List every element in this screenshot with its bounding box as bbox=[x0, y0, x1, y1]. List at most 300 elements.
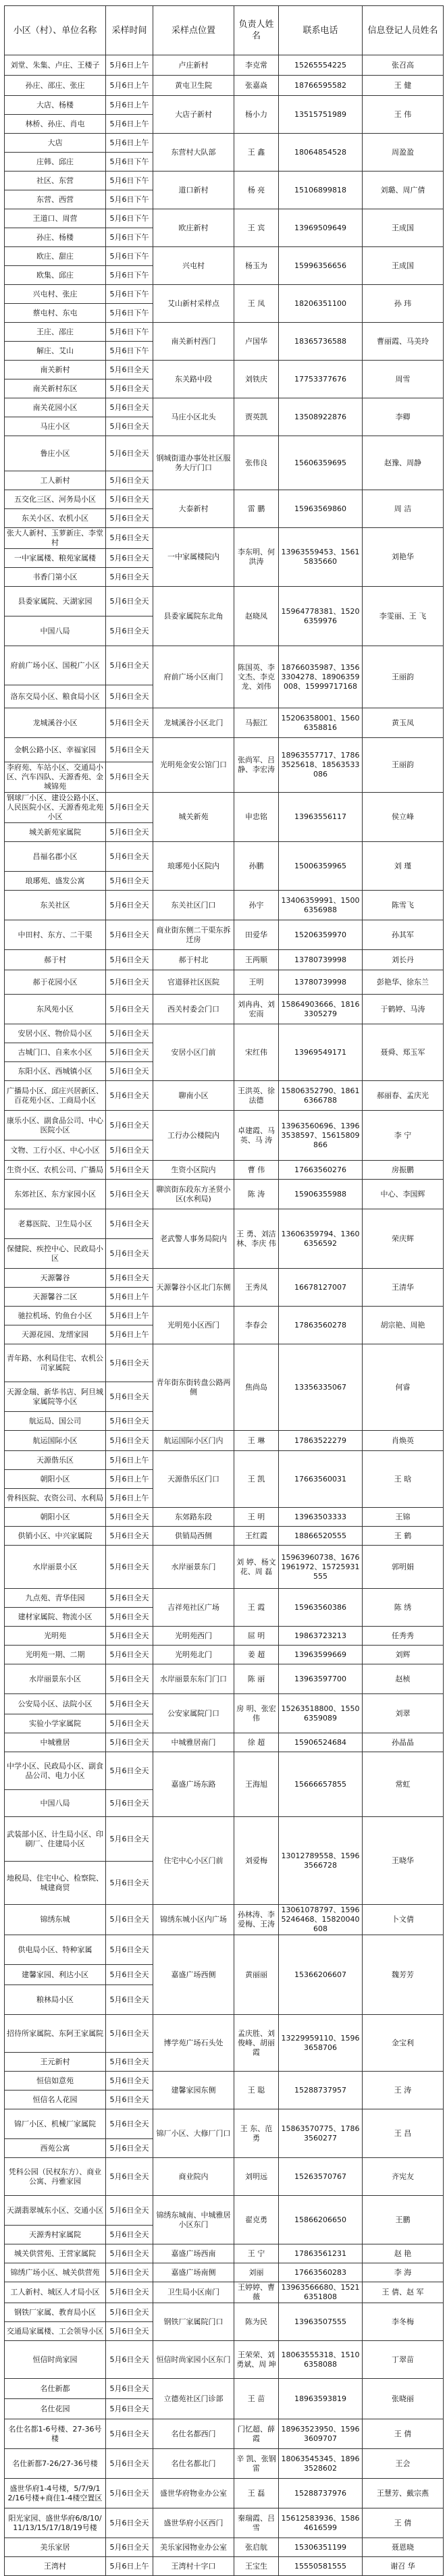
cell-recorder: 李雯丽、王 飞 bbox=[363, 587, 444, 646]
cell-community: 名仕花园 bbox=[5, 2399, 106, 2419]
cell-community: 安居小区、物价局小区 bbox=[5, 1024, 106, 1043]
table-row bbox=[5, 587, 444, 616]
cell-location: 艾山新村采样点 bbox=[153, 285, 234, 323]
cell-time: 5月6日下午 bbox=[106, 190, 153, 209]
cell-time: 5月6日全天 bbox=[106, 708, 153, 738]
cell-leader: 刘冉冉、刘宏雨 bbox=[234, 995, 279, 1024]
cell-leader: 陈国英、李文杰、李克龙、刘伟 bbox=[234, 646, 279, 708]
cell-leader: 张启航 bbox=[234, 2538, 279, 2557]
cell-time: 5月6日全天 bbox=[106, 1111, 153, 1140]
table-row bbox=[5, 1431, 444, 1451]
cell-community: 昌福名郡小区 bbox=[5, 842, 106, 872]
cell-leader: 王婷婷、曹 薇 bbox=[234, 2282, 279, 2303]
cell-community: 保健院、疾控中心、民政局小区 bbox=[5, 1239, 106, 1269]
cell-location: 道口新村 bbox=[153, 172, 234, 209]
cell-community: 锦绣广场小区、城关供营苑 bbox=[5, 2263, 106, 2282]
cell-leader: 王 鑫 bbox=[234, 134, 279, 172]
cell-location: 兴屯村 bbox=[153, 247, 234, 285]
cell-time: 5月6日全天 bbox=[106, 2263, 153, 2282]
cell-leader: 屈 明 bbox=[234, 1627, 279, 1646]
table-row bbox=[5, 96, 444, 115]
table-row bbox=[5, 1546, 444, 1589]
cell-time: 5月6日全天 bbox=[106, 1985, 153, 2015]
cell-time: 5月6日全天 bbox=[106, 1862, 153, 1905]
cell-time: 5月6日全天 bbox=[106, 2399, 153, 2419]
table-row bbox=[5, 323, 444, 342]
cell-time: 5月6日上午 bbox=[106, 55, 153, 76]
cell-phone: 18766595582 bbox=[279, 76, 363, 96]
cell-time: 5月6日上午 bbox=[106, 115, 153, 134]
header-phone: 联系电话 bbox=[279, 6, 363, 55]
cell-community: 南关新村 bbox=[5, 361, 106, 379]
cell-location: 锦绣东城小区内广场 bbox=[153, 1905, 234, 1935]
cell-time: 5月6日全天 bbox=[106, 1589, 153, 1608]
cell-community: 蔡屯村、东屯 bbox=[5, 304, 106, 323]
cell-leader: 王 苗 bbox=[234, 2379, 279, 2419]
table-row bbox=[5, 1508, 444, 1527]
cell-time: 5月6日全天 bbox=[106, 2419, 153, 2449]
cell-leader: 曹 伟 bbox=[234, 1161, 279, 1180]
table-row bbox=[5, 738, 444, 762]
cell-location: 盛世华府物业办公室 bbox=[153, 2479, 234, 2508]
cell-community: 康乐小区、副食品公司、中心医院小区 bbox=[5, 1111, 106, 1140]
cell-recorder: 王丽韵 bbox=[363, 738, 444, 793]
cell-community: 武装部小区、计生局小区、印刷厂、住建局小区 bbox=[5, 1817, 106, 1862]
table-row bbox=[5, 2508, 444, 2538]
cell-phone: 17863522279 bbox=[279, 1431, 363, 1451]
cell-phone: 15864903666、18163305279 bbox=[279, 995, 363, 1024]
table-row bbox=[5, 1664, 444, 1694]
cell-recorder: 聂恩晓 bbox=[363, 2538, 444, 2557]
cell-recorder: 李冬梅 bbox=[363, 2303, 444, 2341]
cell-recorder: 刘辉 bbox=[363, 1646, 444, 1664]
cell-time: 5月6日全天 bbox=[106, 2091, 153, 2109]
cell-community: 航运国际小区 bbox=[5, 1431, 106, 1451]
table-row bbox=[5, 1627, 444, 1646]
cell-location: 公安家属院门口 bbox=[153, 1694, 234, 1733]
cell-phone: 13963507555 bbox=[279, 2303, 363, 2341]
table-row bbox=[5, 1269, 444, 1288]
table-row bbox=[5, 1451, 444, 1470]
cell-recorder: 卜文倩 bbox=[363, 1905, 444, 1935]
cell-time: 5月6日全天 bbox=[106, 1935, 153, 1965]
cell-time: 5月6日全天 bbox=[106, 1382, 153, 1412]
cell-location: 嘉盛广场东路 bbox=[153, 1752, 234, 1817]
cell-phone: 16678127007 bbox=[279, 1269, 363, 1307]
cell-location: 南关新村西门 bbox=[153, 323, 234, 361]
cell-leader: 王秀凤 bbox=[234, 1269, 279, 1307]
cell-recorder: 李 海 bbox=[363, 2263, 444, 2282]
cell-time: 5月6日全天 bbox=[106, 2379, 153, 2399]
cell-time: 5月6日全天 bbox=[106, 793, 153, 823]
cell-community: 东营、西营 bbox=[5, 190, 106, 209]
cell-phone: 18063545345、18963528602 bbox=[279, 2449, 363, 2479]
cell-recorder: 聂舜、郑玉军 bbox=[363, 1024, 444, 1081]
cell-community: 水岸丽景小区 bbox=[5, 1546, 106, 1589]
cell-community: 五交化三区、河务局小区 bbox=[5, 490, 106, 509]
cell-leader: 王 凤 bbox=[234, 285, 279, 323]
header-row bbox=[5, 6, 444, 55]
cell-recorder: 任秀秀 bbox=[363, 1627, 444, 1646]
cell-community: 工人新村、城区人才局小区 bbox=[5, 2282, 106, 2303]
table-row bbox=[5, 891, 444, 920]
cell-community: 兴屯村、张庄 bbox=[5, 285, 106, 304]
cell-recorder: 王 倩 bbox=[363, 2419, 444, 2449]
cell-community: 东风苑小区 bbox=[5, 995, 106, 1024]
header-time: 采样时间 bbox=[106, 6, 153, 55]
cell-community: 中城雅居 bbox=[5, 1733, 106, 1752]
cell-community: 欧庄、甜庄 bbox=[5, 247, 106, 266]
cell-recorder: 黄玉凤 bbox=[363, 708, 444, 738]
table-row bbox=[5, 2479, 444, 2508]
cell-leader: 秦瑞霞、吕雪 bbox=[234, 2508, 279, 2538]
cell-time: 5月6日全天 bbox=[106, 2196, 153, 2226]
cell-recorder: 王 伟 bbox=[363, 96, 444, 134]
cell-leader: 李春会 bbox=[234, 1307, 279, 1344]
table-row bbox=[5, 793, 444, 823]
cell-community: 郝于花园小区 bbox=[5, 970, 106, 995]
cell-recorder: 胡宗艳、周艳 bbox=[363, 1307, 444, 1344]
cell-time: 5月6日全天 bbox=[106, 2508, 153, 2538]
cell-leader: 王宝生 bbox=[234, 2557, 279, 2576]
cell-community: 王道口、周营 bbox=[5, 209, 106, 228]
cell-recorder: 常虹 bbox=[363, 1752, 444, 1817]
cell-community: 东阳小区、西城镇小区 bbox=[5, 1062, 106, 1081]
table-row bbox=[5, 528, 444, 549]
cell-recorder: 周盈盈 bbox=[363, 134, 444, 172]
cell-leader: 王 琳 bbox=[234, 1431, 279, 1451]
cell-time: 5月6日全天 bbox=[106, 2226, 153, 2244]
cell-phone: 15263570767 bbox=[279, 2158, 363, 2196]
cell-community: 交通局家属楼、工会领导小区 bbox=[5, 2322, 106, 2341]
cell-recorder: 荣庆辉 bbox=[363, 1209, 444, 1269]
cell-location: 卫生局小区南门 bbox=[153, 2282, 234, 2303]
cell-community: 锦绣东城 bbox=[5, 1905, 106, 1935]
cell-time: 5月6日全天 bbox=[106, 2072, 153, 2091]
table-row bbox=[5, 1161, 444, 1180]
cell-leader: 李克常 bbox=[234, 55, 279, 76]
table-row bbox=[5, 2419, 444, 2449]
cell-community: 朝阳小区 bbox=[5, 1508, 106, 1527]
cell-leader: 孙林涛、李爱梅、王涛 bbox=[234, 1905, 279, 1935]
cell-recorder: 肖焕英 bbox=[363, 1431, 444, 1451]
cell-recorder: 孙 玮 bbox=[363, 285, 444, 323]
cell-phone: 15106899818 bbox=[279, 172, 363, 209]
cell-community: 李府苑、车站小区、交通局小区、汽车四队、天源香苑、金城锦苑 bbox=[5, 762, 106, 793]
cell-community: 光明苑一期、二期 bbox=[5, 1646, 106, 1664]
table-row bbox=[5, 1694, 444, 1714]
cell-location: 商业街东侧二干渠东拆迁房 bbox=[153, 920, 234, 950]
cell-community: 美乐家居 bbox=[5, 2538, 106, 2557]
cell-phone: 17663560283 bbox=[279, 2263, 363, 2282]
cell-location: 盛世华府小区西门 bbox=[153, 2508, 234, 2538]
cell-community: 恒信时尚家园 bbox=[5, 2341, 106, 2379]
cell-phone: 18365736588 bbox=[279, 323, 363, 361]
table-row bbox=[5, 2303, 444, 2322]
cell-time: 5月6日全天 bbox=[106, 528, 153, 549]
cell-time: 5月6日全天 bbox=[106, 1694, 153, 1714]
cell-phone: 13963556117 bbox=[279, 793, 363, 842]
cell-community: 城关供营苑、王营家属院 bbox=[5, 2244, 106, 2263]
table-row bbox=[5, 1752, 444, 1790]
cell-location: 官道驿社区医院 bbox=[153, 970, 234, 995]
cell-location: 县委家属院东北角 bbox=[153, 587, 234, 646]
table-row bbox=[5, 1081, 444, 1111]
cell-community: 解庄、艾山 bbox=[5, 342, 106, 361]
cell-recorder: 齐宪友 bbox=[363, 2158, 444, 2196]
cell-phone: 18963523950、15963609707 bbox=[279, 2419, 363, 2449]
cell-time: 5月6日全天 bbox=[106, 1081, 153, 1111]
cell-location: 水岸丽景东门 bbox=[153, 1546, 234, 1589]
cell-recorder: 彭艳华、徐东兰 bbox=[363, 970, 444, 995]
table-row bbox=[5, 134, 444, 153]
cell-location: 府前广场小区南门 bbox=[153, 646, 234, 708]
cell-phone: 13969549171 bbox=[279, 1024, 363, 1081]
cell-phone: 15265554225 bbox=[279, 55, 363, 76]
cell-leader: 王 霞 bbox=[234, 1589, 279, 1627]
table-row bbox=[5, 2282, 444, 2303]
cell-time: 5月6日下午 bbox=[106, 304, 153, 323]
cell-community: 东郊社区、东方家园小区 bbox=[5, 1180, 106, 1209]
cell-community: 中国八局 bbox=[5, 616, 106, 646]
cell-location: 光明苑西门 bbox=[153, 1627, 234, 1646]
cell-leader: 雷 鹏 bbox=[234, 490, 279, 528]
cell-time: 5月6日全天 bbox=[106, 616, 153, 646]
cell-location: 聊南小区 bbox=[153, 1081, 234, 1111]
cell-location: 马庄小区北头 bbox=[153, 398, 234, 436]
cell-location: 琅琊苑小区院内 bbox=[153, 842, 234, 891]
cell-recorder: 陈 绣 bbox=[363, 1589, 444, 1627]
cell-time: 5月6日全天 bbox=[106, 2282, 153, 2303]
table-row bbox=[5, 970, 444, 995]
table-row bbox=[5, 247, 444, 266]
cell-community: 凭科公园（民权东方）、商业公寓、丹雅家园 bbox=[5, 2158, 106, 2196]
cell-time: 5月6日全天 bbox=[106, 1062, 153, 1081]
table-row bbox=[5, 209, 444, 228]
cell-community: 钢球厂小区、建设公路小区、人民医院小区、天源香苑北苑小区 bbox=[5, 793, 106, 823]
cell-time: 5月6日全天 bbox=[106, 685, 153, 708]
cell-recorder: 王 倩、赵 军 bbox=[363, 2282, 444, 2303]
cell-community: 中学小区、民政局小区、副食品公司、电力小区 bbox=[5, 1752, 106, 1790]
cell-community: 阳光家园、盛世华府6/8/10/11/13/15/17/18/19号楼 bbox=[5, 2508, 106, 2538]
table-row bbox=[5, 842, 444, 872]
cell-phone: 18866520555 bbox=[279, 1527, 363, 1546]
cell-recorder: 王成国 bbox=[363, 209, 444, 247]
cell-time: 5月6日下午 bbox=[106, 323, 153, 342]
cell-location: 大店子新村 bbox=[153, 96, 234, 134]
cell-community: 建馨家园、利达小区 bbox=[5, 1965, 106, 1985]
cell-recorder: 郭明娟 bbox=[363, 1546, 444, 1589]
cell-time: 5月6日下午 bbox=[106, 228, 153, 247]
cell-community: 孙庄、杨楼 bbox=[5, 228, 106, 247]
cell-leader: 徐 超 bbox=[234, 1733, 279, 1752]
cell-community: 琅琊苑、盛发公寓 bbox=[5, 872, 106, 891]
cell-leader: 刘铁庆 bbox=[234, 361, 279, 398]
cell-community: 天源馨谷二区 bbox=[5, 1288, 106, 1307]
cell-time: 5月6日全天 bbox=[106, 379, 153, 398]
cell-location: 一中家属楼院内 bbox=[153, 528, 234, 587]
cell-recorder: 孙其军 bbox=[363, 920, 444, 950]
cell-location: 生资小区院内 bbox=[153, 1161, 234, 1180]
cell-location: 嘉盛广场南侧 bbox=[153, 2263, 234, 2282]
cell-recorder: 周雪 bbox=[363, 361, 444, 398]
cell-leader: 张嘉焱 bbox=[234, 76, 279, 96]
cell-recorder: 孙晶晶 bbox=[363, 1733, 444, 1752]
cell-time: 5月6日全天 bbox=[106, 2341, 153, 2379]
cell-time: 5月6日上午 bbox=[106, 1489, 153, 1508]
cell-time: 5月6日下午 bbox=[106, 342, 153, 361]
cell-recorder: 刘璐、周广倩 bbox=[363, 172, 444, 209]
cell-time: 5月6日上午 bbox=[106, 2557, 153, 2576]
table-row bbox=[5, 1646, 444, 1664]
cell-location: 城关新苑 bbox=[153, 793, 234, 842]
table-row bbox=[5, 2196, 444, 2226]
cell-community: 光明苑 bbox=[5, 1627, 106, 1646]
cell-community: 天源金瑞、新华书店、阿旦城家属院等小区 bbox=[5, 1382, 106, 1412]
cell-phone: 13963559453、15615835660 bbox=[279, 528, 363, 587]
cell-time: 5月6日全天 bbox=[106, 1546, 153, 1589]
cell-community: 西苑公寓 bbox=[5, 2139, 106, 2158]
cell-community: 林桥、孙庄、肖屯 bbox=[5, 115, 106, 134]
cell-location: 商业院内 bbox=[153, 2158, 234, 2196]
cell-leader: 赵晓凤 bbox=[234, 587, 279, 646]
cell-phone: 13356335067 bbox=[279, 1344, 363, 1431]
cell-recorder: 赵豫、周静 bbox=[363, 436, 444, 490]
cell-location: 卢庄新村 bbox=[153, 55, 234, 76]
cell-recorder: 王 健 bbox=[363, 76, 444, 96]
cell-time: 5月6日全天 bbox=[106, 2244, 153, 2263]
cell-location: 郝于村北 bbox=[153, 950, 234, 970]
cell-phone: 15606359695 bbox=[279, 436, 363, 490]
cell-community: 古城门口、自来水小区 bbox=[5, 1043, 106, 1062]
table-row bbox=[5, 995, 444, 1024]
cell-time: 5月6日全天 bbox=[106, 1790, 153, 1817]
cell-community: 老募医院、卫生局小区 bbox=[5, 1209, 106, 1239]
table-row bbox=[5, 2263, 444, 2282]
cell-phone: 18963557717、17863525618、18563533086 bbox=[279, 738, 363, 793]
cell-location: 钢铁厂家属院门口 bbox=[153, 2303, 234, 2341]
cell-phone: 15206358001、15606358816 bbox=[279, 708, 363, 738]
cell-time: 5月6日上午 bbox=[106, 1470, 153, 1489]
table-row bbox=[5, 2379, 444, 2399]
cell-time: 5月6日全天 bbox=[106, 1024, 153, 1043]
cell-leader: 房 明、张宏 伟 bbox=[234, 1694, 279, 1733]
cell-phone: 15964778381、15206359976 bbox=[279, 587, 363, 646]
table-row bbox=[5, 1905, 444, 1935]
cell-phone: 15963569860 bbox=[279, 490, 363, 528]
cell-community: 孙庄、邵庄、张庄 bbox=[5, 76, 106, 96]
cell-time: 5月6日全天 bbox=[106, 1733, 153, 1752]
cell-community: 庄韩、邱庄 bbox=[5, 153, 106, 172]
cell-community: 公安局小区、法院小区 bbox=[5, 1694, 106, 1714]
cell-phone: 15906355988 bbox=[279, 1180, 363, 1209]
cell-time: 5月6日全天 bbox=[106, 1965, 153, 1985]
cell-community: 建材家属院、物流小区 bbox=[5, 1608, 106, 1627]
cell-location: 安居小区门前 bbox=[153, 1024, 234, 1081]
cell-recorder: 张召高 bbox=[363, 55, 444, 76]
cell-phone: 19863723213 bbox=[279, 1627, 363, 1646]
cell-location: 锦厂小区、大修厂门口 bbox=[153, 2109, 234, 2158]
cell-community: 实验小学家属院 bbox=[5, 1714, 106, 1733]
cell-phone: 15863570775、17863560277 bbox=[279, 2109, 363, 2158]
cell-leader: 孙鹏 bbox=[234, 842, 279, 891]
cell-leader: 陈 涛 bbox=[234, 1180, 279, 1209]
cell-time: 5月6日全天 bbox=[106, 1714, 153, 1733]
cell-phone: 13963599669 bbox=[279, 1646, 363, 1664]
cell-time: 5月6日全天 bbox=[106, 2322, 153, 2341]
cell-community: 东关小区、农机小区 bbox=[5, 509, 106, 528]
cell-location: 航运国际小区门内 bbox=[153, 1431, 234, 1451]
cell-leader: 卢国华 bbox=[234, 323, 279, 361]
cell-recorder: 王会 bbox=[363, 2449, 444, 2479]
cell-recorder: 于鹤婷、马涛 bbox=[363, 995, 444, 1024]
cell-time: 5月6日全天 bbox=[106, 1508, 153, 1527]
cell-location: 王湾村十字口 bbox=[153, 2557, 234, 2576]
cell-time: 5月6日全天 bbox=[106, 823, 153, 842]
cell-recorder: 王 涛 bbox=[363, 2072, 444, 2109]
cell-leader: 卓建霞、马英、马 涛 bbox=[234, 1111, 279, 1161]
cell-community: 名仕名都1-6号楼、27-36号楼 bbox=[5, 2419, 106, 2449]
cell-location: 光明苑金安公馆门口 bbox=[153, 738, 234, 793]
cell-recorder: 赵桢 bbox=[363, 1664, 444, 1694]
cell-recorder: 王鹏 bbox=[363, 2196, 444, 2244]
cell-community: 马庄小区 bbox=[5, 417, 106, 436]
table-row bbox=[5, 2244, 444, 2263]
cell-leader: 田爱华 bbox=[234, 920, 279, 950]
cell-location: 东关路中段 bbox=[153, 361, 234, 398]
cell-recorder: 侯立峰 bbox=[363, 793, 444, 842]
cell-time: 5月6日全天 bbox=[106, 568, 153, 587]
cell-leader: 马振江 bbox=[234, 708, 279, 738]
cell-location: 青年街东街转盘公路两侧 bbox=[153, 1344, 234, 1431]
cell-location: 中城雅居南门 bbox=[153, 1733, 234, 1752]
cell-recorder: 李卿 bbox=[363, 398, 444, 436]
cell-phone: 15963560386 bbox=[279, 1589, 363, 1627]
cell-time: 5月6日上午 bbox=[106, 76, 153, 96]
cell-phone: 15288737976 bbox=[279, 2479, 363, 2508]
cell-time: 5月6日下午 bbox=[106, 172, 153, 190]
table-row bbox=[5, 708, 444, 738]
table-row bbox=[5, 361, 444, 379]
header-location: 采样点位置 bbox=[153, 6, 234, 55]
cell-recorder: 王锦 bbox=[363, 1508, 444, 1527]
table-row bbox=[5, 2072, 444, 2091]
cell-leader: 陈为民 bbox=[234, 2303, 279, 2341]
cell-leader: 焦尚岛 bbox=[234, 1344, 279, 1431]
cell-leader: 张尚军、吕静、李宏涛 bbox=[234, 738, 279, 793]
table-row bbox=[5, 1935, 444, 1965]
cell-leader: 刘明远 bbox=[234, 2158, 279, 2196]
cell-leader: 陈 丽 bbox=[234, 1664, 279, 1694]
cell-time: 5月6日全天 bbox=[106, 398, 153, 417]
cell-time: 5月6日全天 bbox=[106, 361, 153, 379]
cell-recorder: 王成国 bbox=[363, 247, 444, 285]
cell-leader: 王 明 bbox=[234, 1508, 279, 1527]
cell-location: 名仕名都西门 bbox=[153, 2419, 234, 2449]
cell-community: 水岸丽景东小区 bbox=[5, 1664, 106, 1694]
cell-phone: 13406359991、15006356988 bbox=[279, 891, 363, 920]
cell-location: 名仕名都北门 bbox=[153, 2449, 234, 2479]
cell-time: 5月6日全天 bbox=[106, 2015, 153, 2053]
cell-leader: 李东明、何洪涛 bbox=[234, 528, 279, 587]
cell-location: 大泰新村 bbox=[153, 490, 234, 528]
table-row bbox=[5, 1111, 444, 1140]
cell-community: 广播局小区、邱庄兴居新区、百花苑小区、工商局小区 bbox=[5, 1081, 106, 1111]
table-row bbox=[5, 1024, 444, 1043]
cell-community: 南关新村东区 bbox=[5, 379, 106, 398]
cell-time: 5月6日全天 bbox=[106, 2109, 153, 2139]
cell-time: 5月6日全天 bbox=[106, 587, 153, 616]
